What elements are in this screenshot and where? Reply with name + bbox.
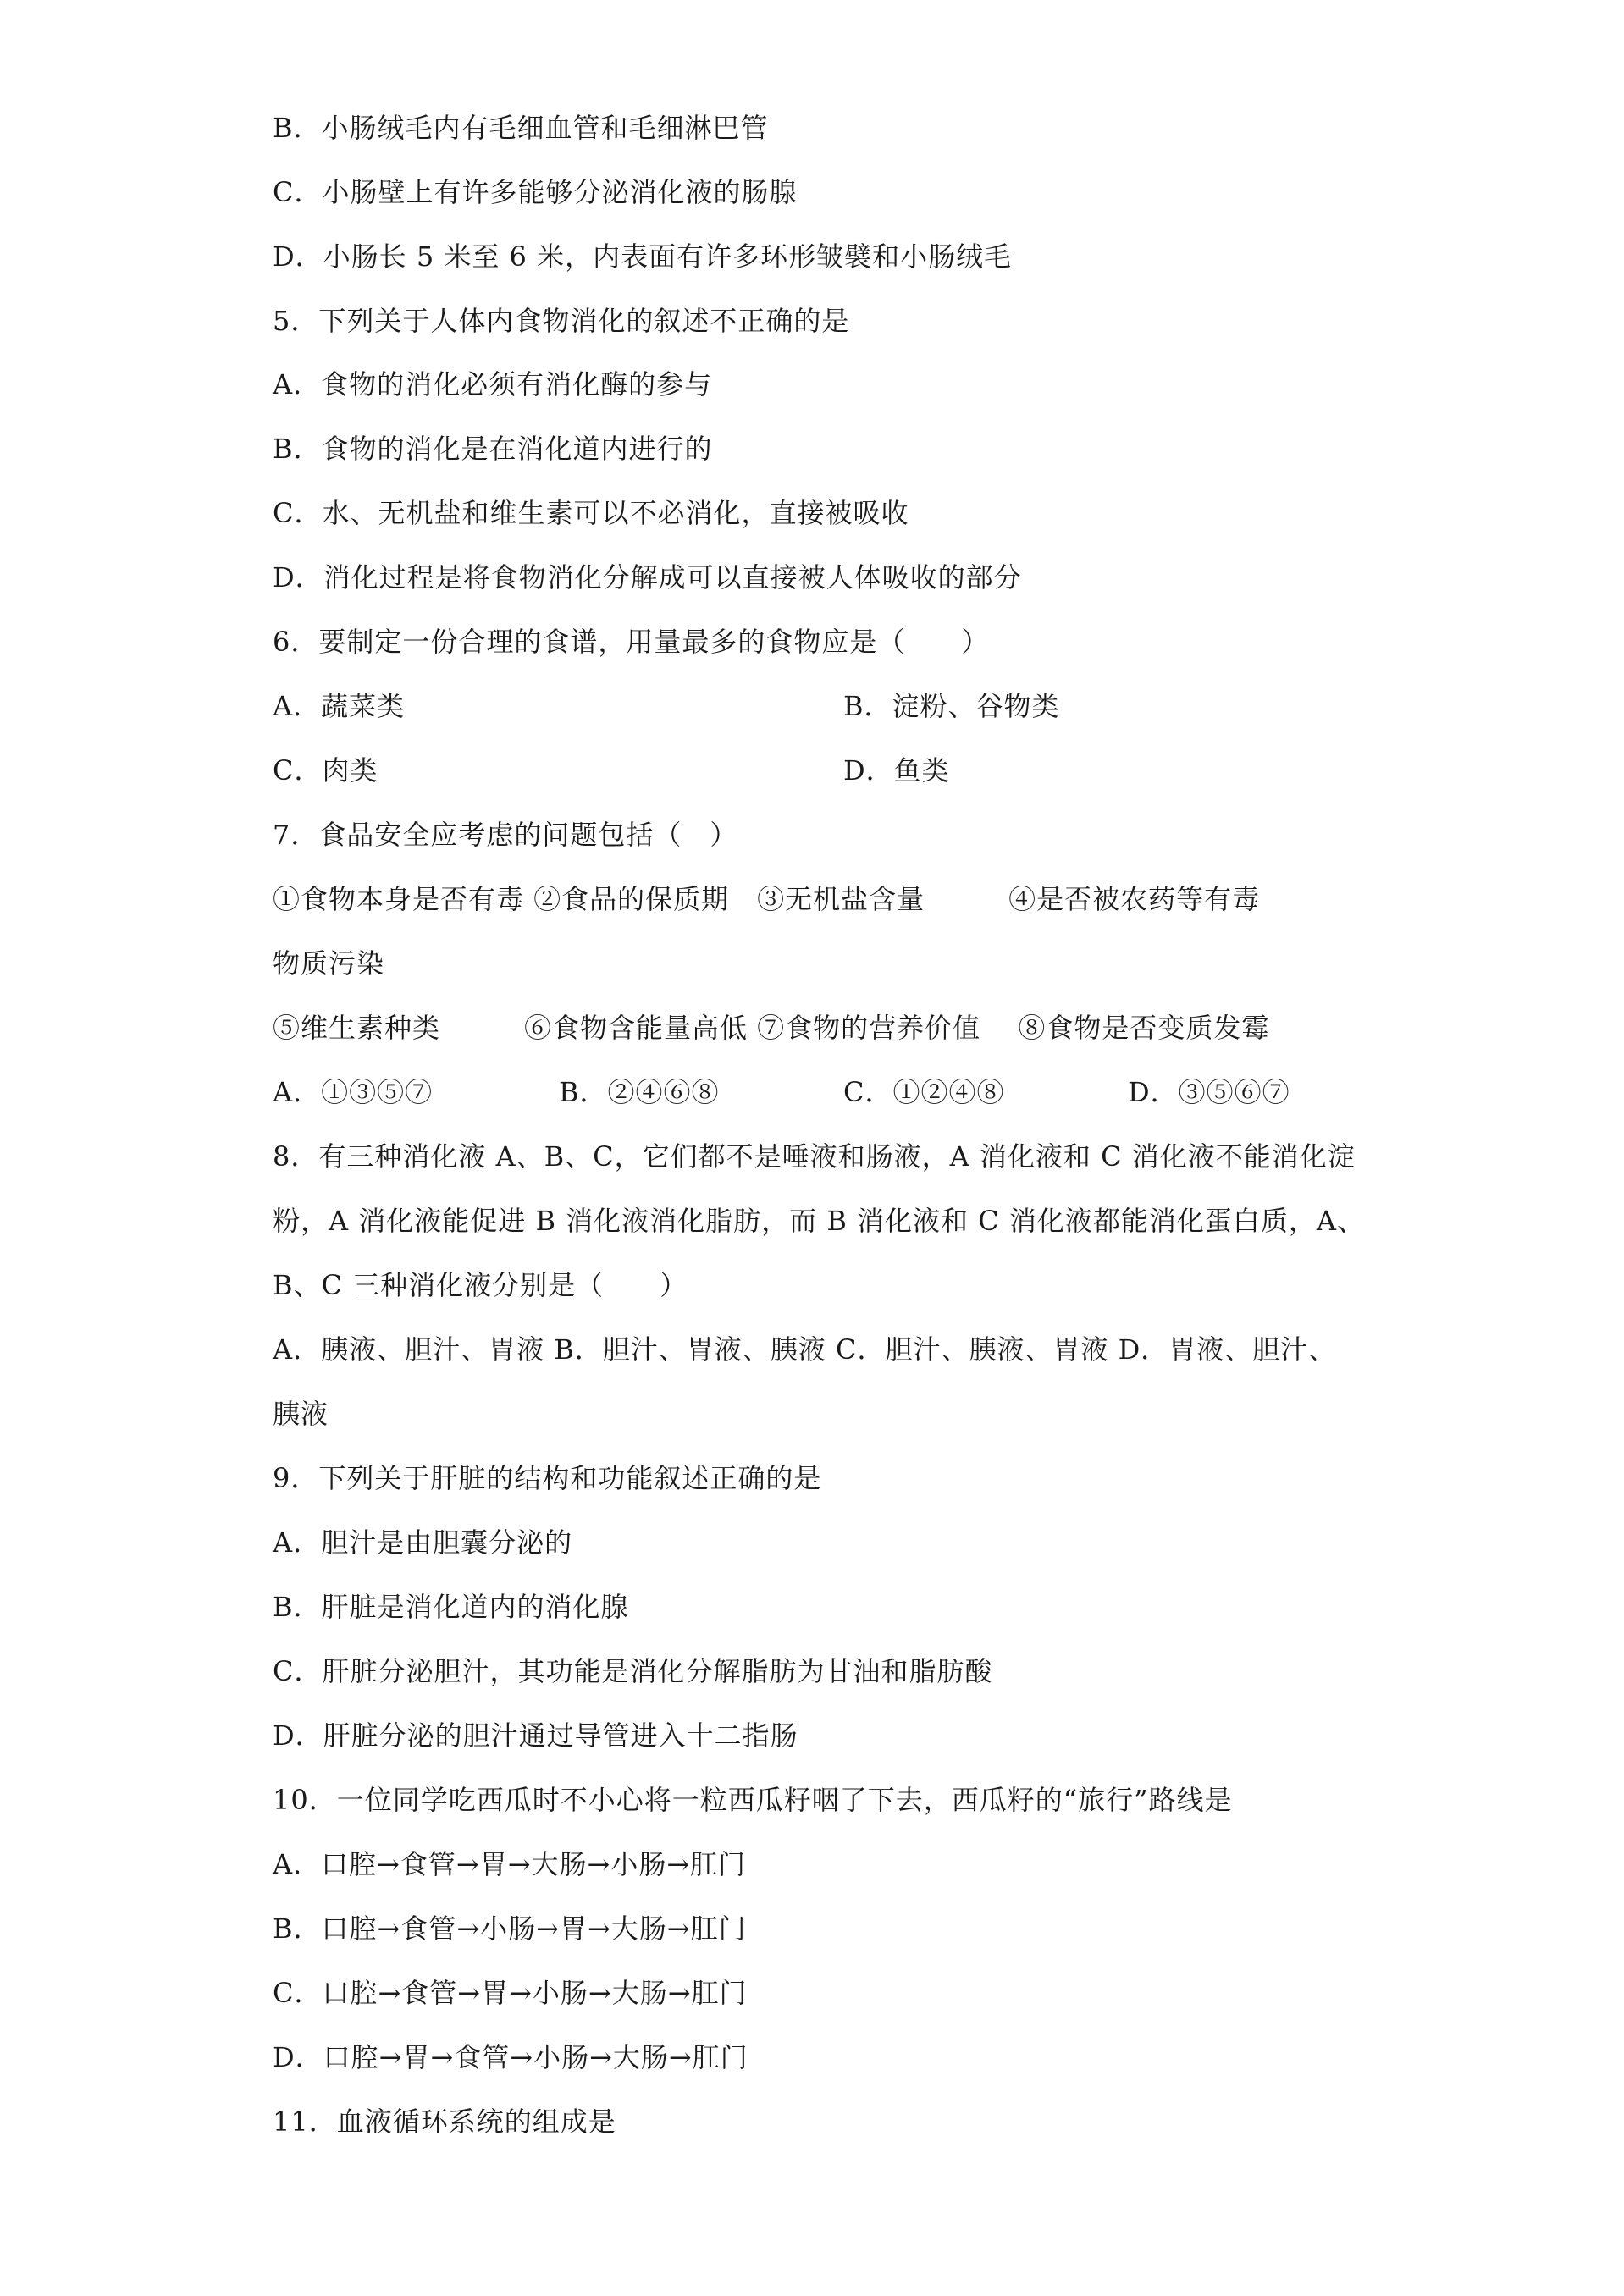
q7-option-b: B．②④⑥⑧: [559, 1076, 720, 1108]
q9-option-c: C．肝脏分泌胆汁，其功能是消化分解脂肪为甘油和脂肪酸: [273, 1655, 993, 1687]
q8-options-line1: A．胰液、胆汁、胃液 B．胆汁、胃液、胰液 C．胆汁、胰液、胃液 D．胃液、胆汁、: [273, 1333, 1337, 1366]
q5-option-b: B．食物的消化是在消化道内进行的: [273, 433, 713, 465]
q6-option-b: B．淀粉、谷物类: [843, 690, 1060, 722]
q5-option-a: A．食物的消化必须有消化酶的参与: [273, 368, 713, 400]
q5-option-d: D．消化过程是将食物消化分解成可以直接被人体吸收的部分: [273, 561, 1022, 593]
q7-items-line1: ①食物本身是否有毒 ②食品的保质期 ③无机盐含量 ④是否被农药等有毒: [273, 883, 1261, 915]
q8-stem-line1: 8．有三种消化液 A、B、C，它们都不是唾液和肠液，A 消化液和 C 消化液不能消化淀: [273, 1140, 1356, 1173]
q9-option-a: A．胆汁是由胆囊分泌的: [273, 1526, 573, 1559]
q10-option-c: C．口腔→食管→胃→小肠→大肠→肛门: [273, 1977, 748, 2009]
q8-stem-line3: B、C 三种消化液分别是（ ）: [273, 1269, 688, 1301]
q5-option-c: C．水、无机盐和维生素可以不必消化，直接被吸收: [273, 497, 909, 529]
q9-option-b: B．肝脏是消化道内的消化腺: [273, 1591, 629, 1623]
q10-option-a: A．口腔→食管→胃→大肠→小肠→肛门: [273, 1848, 747, 1880]
q8-stem-line2: 粉，A 消化液能促进 B 消化液消化脂肪，而 B 消化液和 C 消化液都能消化蛋白质，A、: [273, 1205, 1365, 1237]
q6-option-d: D．鱼类: [843, 754, 950, 786]
q4-option-d: D．小肠长 5 米至 6 米，内表面有许多环形皱襞和小肠绒毛: [273, 240, 1013, 273]
q10-stem: 10．一位同学吃西瓜时不小心将一粒西瓜籽咽了下去，西瓜籽的“旅行”路线是: [273, 1784, 1233, 1816]
q11-stem: 11．血液循环系统的组成是: [273, 2106, 616, 2138]
q7-option-d: D．③⑤⑥⑦: [1128, 1076, 1290, 1108]
q6-option-a: A．蔬菜类: [273, 690, 406, 722]
q9-stem: 9．下列关于肝脏的结构和功能叙述正确的是: [273, 1462, 822, 1494]
q4-option-b: B．小肠绒毛内有毛细血管和毛细淋巴管: [273, 112, 769, 144]
q6-stem: 6．要制定一份合理的食谱，用量最多的食物应是（ ）: [273, 626, 990, 658]
q8-options-line2: 胰液: [273, 1398, 329, 1430]
q6-option-c: C．肉类: [273, 754, 378, 786]
q10-option-b: B．口腔→食管→小肠→胃→大肠→肛门: [273, 1912, 747, 1945]
q7-stem: 7．食品安全应考虑的问题包括（ ）: [273, 819, 738, 851]
q5-stem: 5．下列关于人体内食物消化的叙述不正确的是: [273, 305, 850, 337]
q10-option-d: D．口腔→胃→食管→小肠→大肠→肛门: [273, 2041, 748, 2073]
q7-items-line2: 物质污染: [273, 947, 385, 980]
q7-option-c: C．①②④⑧: [843, 1076, 1005, 1108]
q9-option-d: D．肝脏分泌的胆汁通过导管进入十二指肠: [273, 1719, 798, 1752]
q4-option-c: C．小肠壁上有许多能够分泌消化液的肠腺: [273, 176, 798, 208]
q7-option-a: A．①③⑤⑦: [273, 1076, 434, 1108]
q7-items-line3: ⑤维生素种类 ⑥食物含能量高低 ⑦食物的营养价值 ⑧食物是否变质发霉: [273, 1012, 1270, 1044]
